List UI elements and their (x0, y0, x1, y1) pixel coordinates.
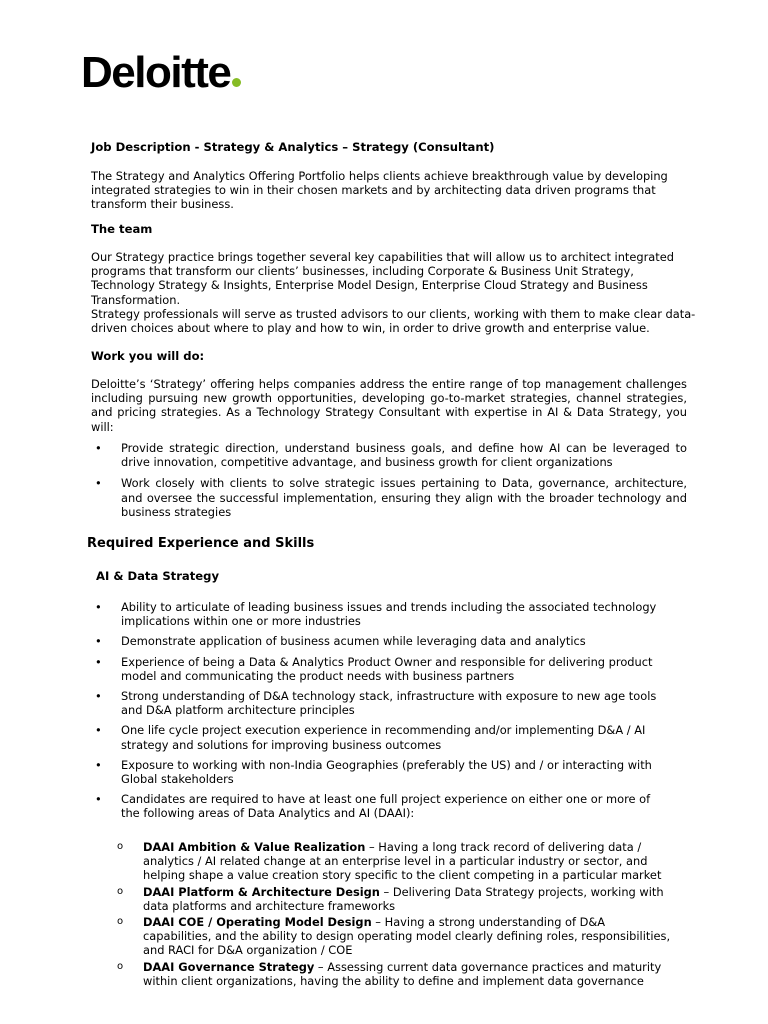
logo-green-dot (232, 78, 241, 87)
required-heading: Required Experience and Skills (87, 536, 315, 551)
daai-item-title: DAAI COE / Operating Model Design (143, 915, 372, 930)
team-paragraph-1: Our Strategy practice brings together several key capabilities that will allow us to architect integrated programs that transform our clients’ businesses, including Corporate & Business Unit Strategy, Technology Strategy & Insights, Enterprise Model Design, Enterprise Cloud Strategy and Business Transformation. (91, 250, 674, 307)
sub-bullet-marker: o (117, 960, 124, 972)
list-item: • Strong understanding of D&A technology stack, infrastructure with exposure to new age tools and D&A platform architecture principles (95, 689, 657, 718)
sub-bullet-marker: o (117, 916, 124, 928)
daai-item-title: DAAI Governance Strategy (143, 959, 315, 974)
list-item: • Experience of being a Data & Analytics Product Owner and responsible for delivering product model and communicating the product needs with business partners (95, 654, 653, 683)
list-item: • One life cycle project execution experience in recommending and/or implementing D&A / AI strategy and solutions for improving business outcomes (95, 723, 646, 752)
daai-list-item: o DAAI Ambition & Value Realization – Having a long track record of delivering data / analytics / AI related change at an enterprise level in a particular industry or sector, and helping shape a value creation story specific to the client competing in a particular market (117, 840, 662, 883)
team-paragraph-2: Strategy professionals will serve as trusted advisors to our clients, working with them to make clear data-driven choices about where to play and how to win, in order to drive growth and enterprise value. (91, 306, 696, 336)
document-title: Job Description - Strategy & Analytics – Strategy (Consultant) (91, 140, 495, 154)
work-heading: Work you will do: (91, 349, 205, 363)
daai-item-title: DAAI Ambition & Value Realization (143, 840, 366, 854)
daai-list-item: o DAAI Platform & Architecture Design – Delivering Data Strategy projects, working with data platforms and architecture frameworks (117, 884, 664, 913)
bullet-marker: • (95, 476, 102, 491)
bullet-marker: • (95, 792, 102, 807)
team-section (91, 250, 701, 335)
daai-item-title: DAAI Platform & Architecture Design (143, 884, 380, 899)
deloitte-logo: Deloitte (81, 48, 241, 98)
ai-data-strategy-subheading: AI & Data Strategy (96, 569, 220, 583)
bullet-marker: • (95, 757, 102, 772)
skills-bullet-list (91, 600, 671, 827)
bullet-marker: • (95, 654, 102, 669)
list-item: • Work closely with clients to solve strategic issues pertaining to Data, governance, architecture, and oversee the successful implementation, ensuring they align with the broader technology and business strategies (95, 476, 687, 519)
daai-area-list (117, 840, 677, 990)
daai-list-item: o DAAI COE / Operating Model Design – Having a strong understanding of D&A capabilities, and the ability to design operating model clearly defining roles, responsibilities, and RACI for D&A organization / COE (117, 915, 671, 958)
bullet-marker: • (95, 441, 102, 455)
list-item: • Provide strategic direction, understand business goals, and define how AI can be leveraged to drive innovation, competitive advantage, and business growth for client organizations (95, 441, 687, 470)
list-item: • Demonstrate application of business acumen while leveraging data and analytics (95, 634, 586, 649)
sub-bullet-marker: o (117, 841, 124, 852)
sub-bullet-marker: o (117, 885, 124, 897)
bullet-marker: • (95, 600, 102, 614)
work-paragraph: Deloitte’s ‘Strategy’ offering helps companies address the entire range of top management challenges including pursuing new growth opportunities, developing go-to-market strategies, channel strategies, and pricing strategies. As a Technology Strategy Consultant with expertise in AI & Data Strategy, you will: (91, 377, 687, 434)
team-heading: The team (91, 222, 153, 236)
bullet-marker: • (95, 723, 102, 738)
list-item: • Exposure to working with non-India Geographies (preferably the US) and / or interacting with Global stakeholders (95, 757, 652, 787)
bullet-marker: • (95, 634, 102, 649)
bullet-marker: • (95, 689, 102, 704)
work-bullet-list (91, 441, 687, 526)
daai-list-item: o DAAI Governance Strategy – Assessing current data governance practices and maturity within client organizations, having the ability to define and implement data governance (117, 959, 662, 988)
list-item: • Ability to articulate of leading business issues and trends including the associated technology implications within one or more industries (95, 600, 657, 629)
list-item: • Candidates are required to have at least one full project experience on either one or more of the following areas of Data Analytics and AI (DAAI): (95, 792, 651, 821)
intro-paragraph: The Strategy and Analytics Offering Portfolio helps clients achieve breakthrough value by developing integrated strategies to win in their chosen markets and by architecting data driven programs that transform their business. (91, 169, 668, 212)
